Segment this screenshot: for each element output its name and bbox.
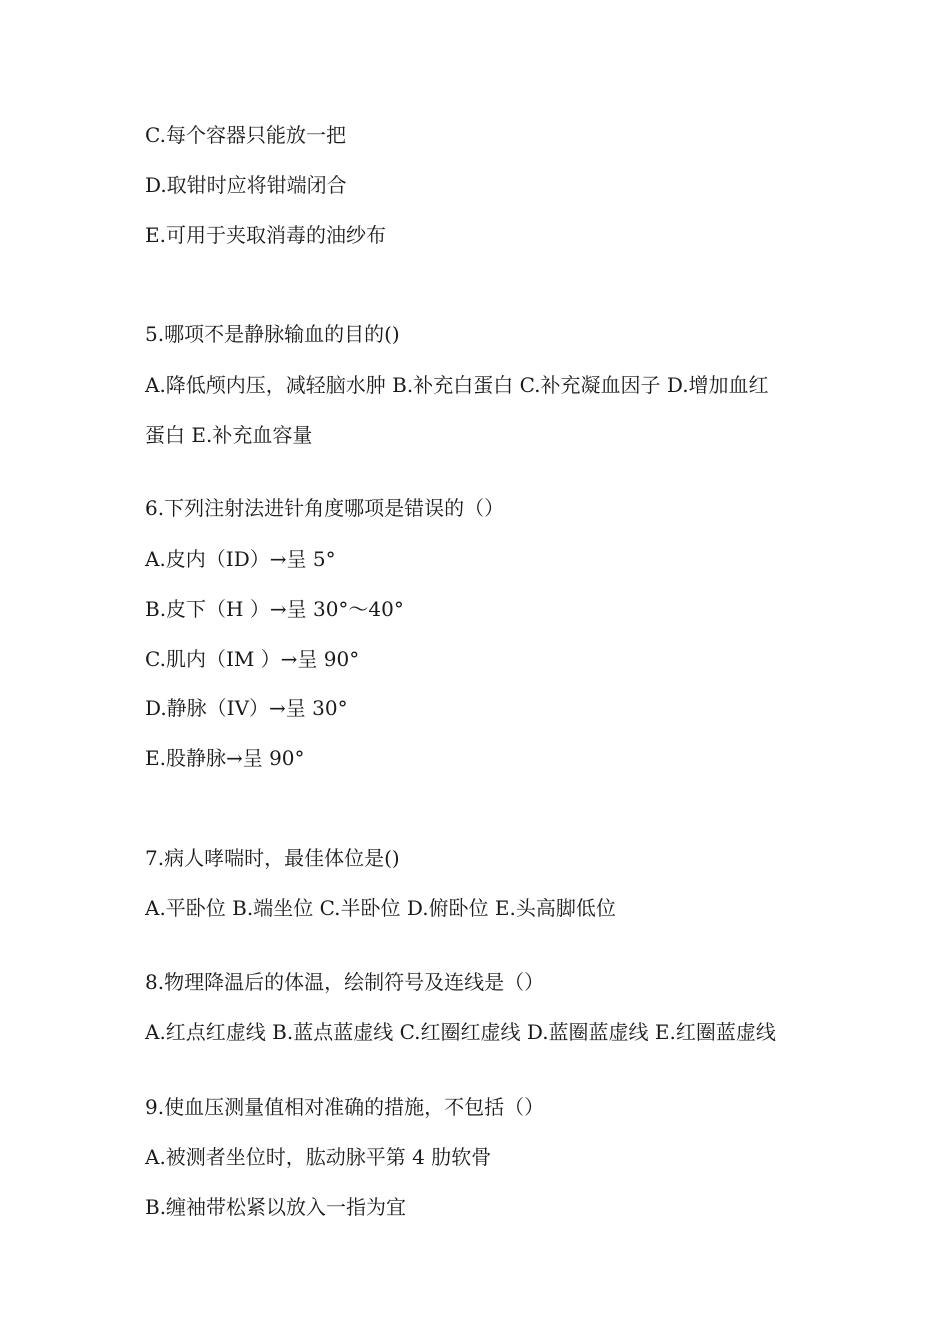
question-9: 9.使血压测量值相对准确的措施，不包括（） [145,1095,545,1119]
question-5-options-cont: 蛋白 E.补充血容量 [145,423,313,447]
question-7-options: A.平卧位 B.端坐位 C.半卧位 D.俯卧位 E.头高脚低位 [145,896,616,920]
question-6-option-c: C.肌内（IM ）→呈 90° [145,647,360,671]
question-6-option-e: E.股静脉→呈 90° [145,746,305,770]
question-8: 8.物理降温后的体温，绘制符号及连线是（） [145,970,545,994]
question-9-option-a: A.被测者坐位时，肱动脉平第 4 肋软骨 [145,1145,492,1169]
option-e-line: E.可用于夹取消毒的油纱布 [145,223,386,247]
question-8-options: A.红点红虚线 B.蓝点蓝虚线 C.红圈红虚线 D.蓝圈蓝虚线 E.红圈蓝虚线 [145,1020,776,1044]
question-6-option-a: A.皮内（ID）→呈 5° [145,547,336,571]
question-7: 7.病人哮喘时，最佳体位是() [145,846,400,870]
option-d-line: D.取钳时应将钳端闭合 [145,173,347,197]
question-9-option-b: B.缠袖带松紧以放入一指为宜 [145,1195,407,1219]
question-5-options: A.降低颅内压，减轻脑水肿 B.补充白蛋白 C.补充凝血因子 D.增加血红 [145,373,769,397]
question-6-option-d: D.静脉（IV）→呈 30° [145,696,348,720]
question-5: 5.哪项不是静脉输血的目的() [145,322,400,346]
question-6: 6.下列注射法进针角度哪项是错误的（） [145,496,505,520]
option-c-line: C.每个容器只能放一把 [145,123,346,147]
question-6-option-b: B.皮下（H ）→呈 30°～40° [145,597,404,621]
